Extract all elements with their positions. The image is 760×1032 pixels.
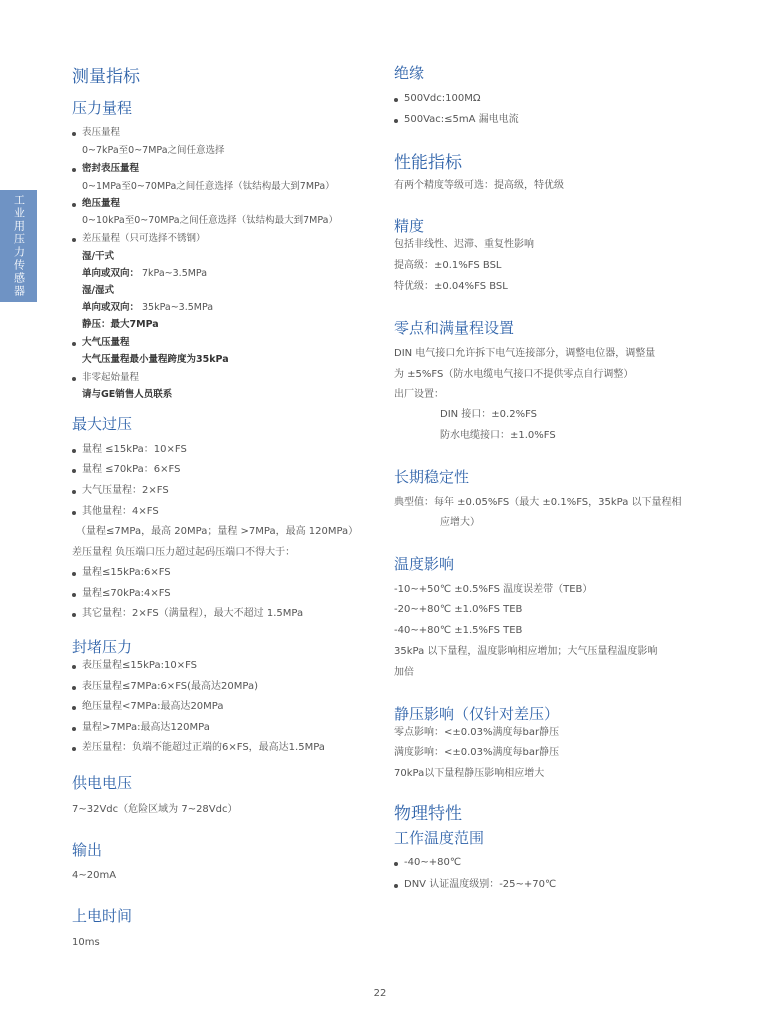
bullet [72, 665, 76, 669]
side-section-tab-label: 工业用压力传感器 [12, 194, 26, 298]
overpressure-item: 量程≤70kPa:4×FS [82, 588, 171, 599]
side-section-tab [0, 190, 37, 302]
bullet [72, 747, 76, 751]
temperature-item: -20~+80℃ ±1.0%FS TEB [394, 604, 523, 615]
heading-startup-time: 上电时间 [72, 907, 133, 925]
heading-accuracy: 精度 [394, 217, 425, 235]
range-direction-label-2: 单向或双向： [82, 302, 140, 313]
startup-time-text: 10ms [72, 937, 100, 948]
heading-temperature-effect: 温度影响 [394, 555, 455, 573]
heading-physical: 物理特性 [394, 804, 462, 824]
range-wet-wet: 湿/湿式 [82, 285, 114, 296]
zero-span-cable: 防水电缆接口：±1.0%FS [440, 430, 556, 441]
overpressure-diff-note: 差压量程 负压端口压力超过起码压端口不得大于： [72, 547, 296, 558]
bullet [72, 511, 76, 515]
temperature-item: 加倍 [394, 667, 414, 678]
output-text: 4~20mA [72, 870, 117, 881]
insulation-item: 500Vdc:100MΩ [404, 93, 481, 104]
range-gauge: 表压量程 [82, 127, 121, 138]
insulation-item: 500Vac:≤5mA 漏电电流 [404, 114, 519, 125]
range-wet-dry: 湿/干式 [82, 251, 114, 262]
bullet [394, 98, 398, 102]
bullet [72, 593, 76, 597]
range-absolute-detail: 0~10kPa至0~70MPa之间任意选择（钛结构最大到7MPa） [82, 215, 338, 226]
heading-supply-voltage: 供电电压 [72, 774, 133, 792]
range-barometric-detail: 大气压量程最小量程跨度为35kPa [82, 354, 229, 365]
temperature-item: -40~+80℃ ±1.5%FS TEB [394, 625, 523, 636]
heading-performance: 性能指标 [394, 153, 462, 173]
blocking-item: 差压量程：负端不能超过正端的6×FS，最高达1.5MPa [82, 742, 325, 753]
overpressure-item: 量程 ≤70kPa：6×FS [82, 464, 181, 475]
zero-span-text: 出厂设置： [394, 389, 444, 400]
bullet [72, 686, 76, 690]
accuracy-item: 包括非线性、迟滞、重复性影响 [394, 239, 534, 250]
bullet [72, 203, 76, 207]
bullet [72, 727, 76, 731]
range-sealed-gauge: 密封表压量程 [82, 163, 140, 174]
zero-span-text: 为 ±5%FS（防水电缆电气接口不提供零点自行调整） [394, 369, 634, 380]
bullet [72, 613, 76, 617]
heading-zero-span: 零点和满量程设置 [394, 319, 515, 337]
optemp-item: DNV 认证温度级别：-25~+70℃ [404, 879, 557, 890]
bullet [394, 119, 398, 123]
temperature-item: -10~+50℃ ±0.5%FS 温度误差带（TEB） [394, 584, 593, 595]
performance-text: 有两个精度等级可选：提高级，特优级 [394, 180, 564, 191]
range-static: 静压：最大7MPa [82, 319, 159, 330]
heading-blocking-pressure: 封堵压力 [72, 638, 133, 656]
supply-voltage-text: 7~32Vdc（危险区域为 7~28Vdc） [72, 804, 238, 815]
zero-span-text: DIN 电气接口允许拆下电气连接部分，调整电位器，调整量 [394, 348, 656, 359]
bullet [394, 884, 398, 888]
heading-measurement: 测量指标 [72, 67, 140, 87]
bullet [394, 862, 398, 866]
temperature-item: 35kPa 以下量程，温度影响相应增加；大气压量程温度影响 [394, 646, 658, 657]
range-contact-ge: 请与GE销售人员联系 [82, 389, 173, 400]
blocking-item: 表压量程≤7MPa:6×FS(最高达20MPa) [82, 681, 258, 692]
bullet [72, 377, 76, 381]
bullet [72, 490, 76, 494]
range-direction-label: 单向或双向： [82, 268, 140, 279]
range-direction-value-2: 35kPa~3.5MPa [142, 302, 214, 313]
bullet [72, 342, 76, 346]
accuracy-item: 提高级：±0.1%FS BSL [394, 260, 502, 271]
heading-pressure-range: 压力量程 [72, 99, 133, 117]
static-item: 满度影响：<±0.03%满度每bar静压 [394, 747, 560, 758]
range-sealed-gauge-detail: 0~1MPa至0~70MPa之间任意选择（钛结构最大到7MPa） [82, 181, 335, 192]
bullet [72, 132, 76, 136]
heading-max-overpressure: 最大过压 [72, 415, 133, 433]
bullet [72, 706, 76, 710]
overpressure-note: （量程≤7MPa，最高 20MPa；量程 >7MPa，最高 120MPa） [76, 526, 359, 537]
range-absolute: 绝压量程 [82, 198, 121, 209]
stability-text: 应增大） [440, 517, 480, 528]
bullet [72, 168, 76, 172]
overpressure-item: 量程≤15kPa:6×FS [82, 567, 171, 578]
overpressure-item: 大气压量程：2×FS [82, 485, 169, 496]
overpressure-item: 量程 ≤15kPa：10×FS [82, 444, 187, 455]
optemp-item: -40~+80℃ [404, 857, 462, 868]
range-barometric: 大气压量程 [82, 337, 130, 348]
range-gauge-detail: 0~7kPa至0~7MPa之间任意选择 [82, 145, 225, 156]
zero-span-din: DIN 接口：±0.2%FS [440, 409, 538, 420]
bullet [72, 449, 76, 453]
accuracy-item: 特优级：±0.04%FS BSL [394, 281, 508, 292]
bullet [72, 238, 76, 242]
static-item: 零点影响：<±0.03%满度每bar静压 [394, 727, 560, 738]
bullet [72, 572, 76, 576]
bullet [72, 469, 76, 473]
page-number: 22 [373, 988, 387, 999]
static-item: 70kPa以下量程静压影响相应增大 [394, 768, 545, 779]
overpressure-item: 其它量程：2×FS（满量程），最大不超过 1.5MPa [82, 608, 304, 619]
range-differential: 差压量程（只可选择不锈钢） [82, 233, 206, 244]
blocking-item: 量程>7MPa:最高达120MPa [82, 722, 210, 733]
stability-text: 典型值：每年 ±0.05%FS（最大 ±0.1%FS，35kPa 以下量程相 [394, 497, 682, 508]
heading-long-term-stability: 长期稳定性 [394, 468, 470, 486]
overpressure-item: 其他量程：4×FS [82, 506, 159, 517]
blocking-item: 绝压量程<7MPa:最高达20MPa [82, 701, 224, 712]
heading-operating-temperature: 工作温度范围 [394, 829, 485, 847]
heading-output: 输出 [72, 841, 103, 859]
range-nonzero: 非零起始量程 [82, 372, 140, 383]
heading-static-pressure-effect: 静压影响（仅针对差压） [394, 705, 560, 723]
range-direction-value: 7kPa~3.5MPa [142, 268, 208, 279]
blocking-item: 表压量程≤15kPa:10×FS [82, 660, 197, 671]
heading-insulation: 绝缘 [394, 64, 425, 82]
